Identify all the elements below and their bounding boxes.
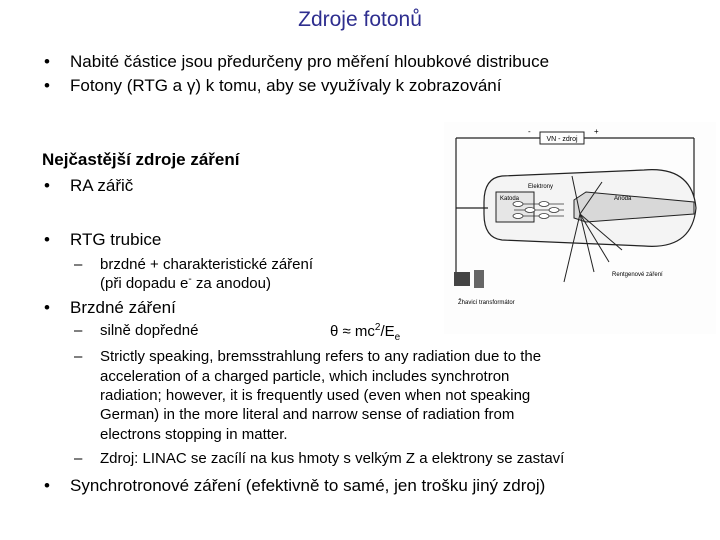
bullet-ra: RA zářič [70,176,134,195]
strictly-line: radiation; however, it is frequently used (even when not speaking [100,387,531,404]
rtg-sub-2: (při dopadu e- za anodou) [100,274,271,292]
bullet-dot: • [44,230,50,249]
transformer-block [454,272,470,286]
xray-label: Rentgenové záření [612,272,663,278]
xray-tube-diagram [444,122,716,334]
transformer-label: Žhavicí transformátor [458,300,515,306]
bullet-brzdne: Brzdné záření [70,298,176,317]
bullet-dot: • [44,476,50,495]
anode-label: Anoda [614,196,632,202]
minus-sign: - [528,127,531,136]
bullet-text: Nabité částice jsou předurčeny pro měření hloubkové distribuce [70,52,550,71]
bullet-dot: • [44,176,50,195]
strictly-line: electrons stopping in matter. [100,426,288,443]
electrons-label: Elektrony [528,184,554,190]
bullet-dot: • [44,298,50,317]
strictly-line: acceleration of a charged particle, which includes synchrotron [100,368,510,385]
rtg-sub-1: – brzdné + charakteristické záření [74,256,314,273]
section-heading: Nejčastější zdroje záření [42,150,240,169]
strictly-line: – Strictly speaking, bremsstrahlung refers to any radiation due to the [74,348,542,365]
bullet-dot: • [44,76,50,95]
bullet-synchro: Synchrotronové záření (efektivně to samé, jen trošku jiný zdroj) [70,476,546,495]
strictly-line: German) in the more literal and narrow sense of radiation from [100,406,515,423]
hv-label: VN - zdroj [546,136,578,143]
zdroj-line: – Zdroj: LINAC se zacílí na kus hmoty s velkým Z a elektrony se zastaví [74,450,565,467]
bullet-rtg: RTG trubice [70,230,162,249]
formula: $\theta \approx mc^2/E_e$ [330,322,401,343]
cathode-label: Katoda [500,196,520,202]
page-title: Zdroje fotonů [298,8,422,31]
plus-sign: + [594,127,599,136]
brzdne-sub-silne: – silně dopředné [74,322,199,339]
bullet-text: Fotony (RTG a γ) k tomu, aby se využívaly k zobrazování [70,76,502,95]
bullet-dot: • [44,52,50,71]
